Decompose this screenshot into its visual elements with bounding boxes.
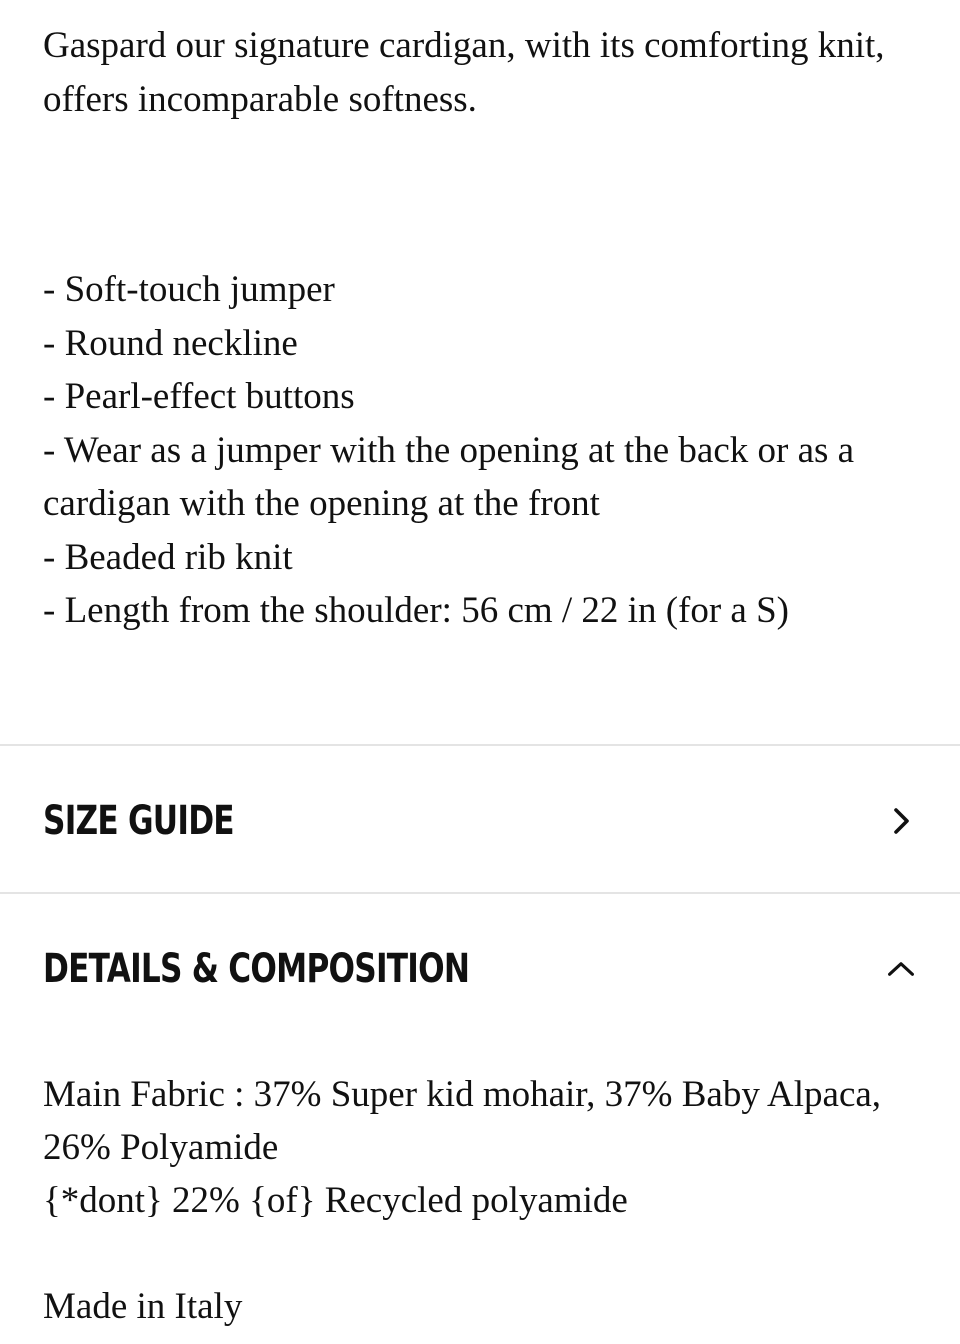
details-composition-toggle[interactable] <box>0 896 960 1042</box>
feature-item: - Soft-touch jumper <box>43 269 335 310</box>
feature-item: - Pearl-effect buttons <box>43 376 355 417</box>
feature-item: - Beaded rib knit <box>43 536 293 578</box>
chevron-up-icon[interactable] <box>887 955 915 983</box>
details-composition-title: DETAILS & COMPOSITION <box>43 946 470 992</box>
size-guide-title: SIZE GUIDE <box>43 798 234 844</box>
feature-item: - Wear as a jumper with the opening at the back or as a cardigan with the opening at the front <box>43 429 855 524</box>
feature-item: - Round neckline <box>43 322 298 364</box>
divider <box>0 892 960 894</box>
composition-text <box>43 1068 923 1227</box>
feature-item: - Length from the shoulder: 56 cm / 22 in (for a S) <box>43 590 789 631</box>
composition-line: Main Fabric : 37% Super kid mohair, 37% Baby Alpaca, 26% Polyamide <box>43 1074 882 1168</box>
divider <box>0 744 960 746</box>
product-description-intro: Gaspard our signature cardigan, with its comforting knit, offers incomparable softness. <box>43 25 885 120</box>
chevron-right-icon[interactable] <box>887 807 915 835</box>
country-of-origin: Made in Italy <box>43 1286 243 1327</box>
feature-list <box>43 263 918 638</box>
composition-line: {*dont} 22% {of} Recycled polyamide <box>43 1180 628 1221</box>
size-guide-toggle[interactable] <box>0 748 960 894</box>
